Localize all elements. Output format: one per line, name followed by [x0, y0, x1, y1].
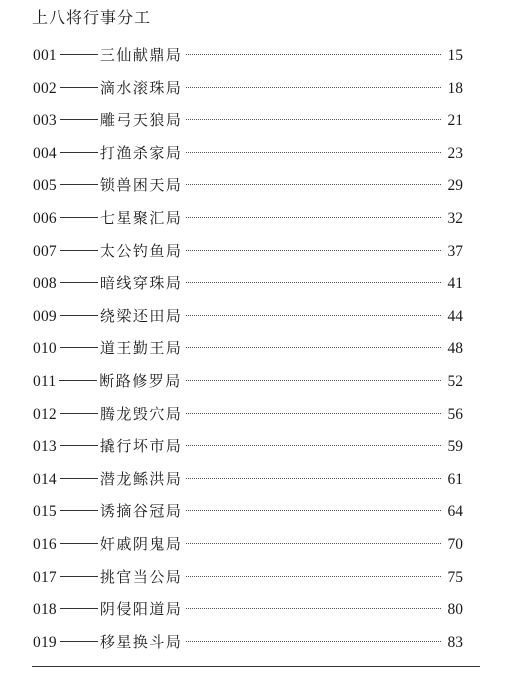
entry-title: 锁兽困天局: [99, 176, 183, 195]
toc-entry[interactable]: [33, 594, 463, 627]
entry-number: 009: [33, 307, 57, 325]
entry-title: 绕梁还田局: [99, 306, 183, 325]
entry-dash: [60, 54, 98, 55]
table-of-contents: [33, 40, 463, 659]
toc-entry[interactable]: [33, 366, 463, 399]
entry-number: 019: [33, 633, 57, 651]
toc-entry[interactable]: [33, 105, 463, 138]
entry-page-number: 37: [447, 242, 463, 260]
entry-number: 001: [33, 47, 57, 64]
toc-entry[interactable]: [33, 203, 463, 236]
entry-dash: [60, 445, 98, 446]
entry-title: 断路修罗局: [99, 371, 182, 390]
entry-page-number: 29: [447, 177, 463, 195]
entry-page-number: 23: [447, 144, 463, 162]
dot-leader: [186, 641, 441, 642]
entry-number: 013: [33, 438, 57, 456]
entry-title: 潜龙鲧洪局: [99, 469, 183, 488]
entry-page-number: 32: [447, 209, 463, 227]
entry-title: 滴水滚珠局: [99, 78, 183, 97]
toc-entry[interactable]: [33, 399, 463, 432]
entry-page-number: 61: [447, 470, 463, 488]
entry-number: 012: [33, 405, 57, 423]
dot-leader: [186, 413, 441, 414]
entry-dash: [60, 152, 98, 153]
entry-page-number: 18: [447, 79, 463, 97]
entry-number: 003: [33, 112, 57, 130]
toc-entry[interactable]: [33, 627, 463, 660]
bottom-rule: [32, 666, 480, 667]
toc-entry[interactable]: [33, 170, 463, 203]
entry-dash: [60, 576, 98, 577]
entry-title: 挑官当公局: [99, 567, 183, 586]
dot-leader: [186, 510, 441, 511]
entry-number: 015: [33, 503, 57, 521]
toc-entry[interactable]: [33, 333, 463, 366]
entry-title: 太公钓鱼局: [99, 241, 183, 260]
dot-leader: [186, 478, 441, 479]
toc-entry[interactable]: [33, 562, 463, 595]
entry-dash: [60, 478, 98, 479]
entry-page-number: 52: [447, 372, 463, 390]
entry-title: 阴侵阳道局: [99, 600, 183, 619]
entry-number: 006: [33, 209, 57, 227]
dot-leader: [186, 250, 441, 251]
entry-dash: [60, 347, 98, 348]
dot-leader: [186, 445, 441, 446]
entry-page-number: 48: [447, 340, 463, 358]
dot-leader: [186, 315, 441, 316]
entry-number: 004: [33, 144, 57, 162]
toc-entry[interactable]: [33, 529, 463, 562]
entry-dash: [60, 184, 98, 185]
toc-entry[interactable]: [33, 496, 463, 529]
entry-dash: [60, 413, 98, 414]
entry-dash: [60, 543, 98, 544]
toc-entry[interactable]: [33, 431, 463, 464]
toc-entry[interactable]: [33, 268, 463, 301]
toc-entry[interactable]: [33, 40, 463, 73]
toc-entry[interactable]: [33, 464, 463, 497]
entry-page-number: 75: [447, 568, 463, 586]
entry-page-number: 15: [447, 47, 463, 64]
dot-leader: [186, 217, 441, 218]
toc-entry[interactable]: [33, 236, 463, 269]
entry-page-number: 64: [447, 503, 463, 521]
entry-page-number: 56: [447, 405, 463, 423]
entry-title: 暗线穿珠局: [99, 274, 183, 293]
dot-leader: [186, 380, 441, 381]
entry-title: 道王勤王局: [99, 339, 183, 358]
toc-entry[interactable]: [33, 301, 463, 334]
entry-title: 撬行坏市局: [99, 437, 183, 456]
entry-dash: [60, 608, 98, 609]
entry-number: 011: [33, 372, 57, 390]
dot-leader: [186, 152, 441, 153]
entry-dash: [60, 510, 98, 511]
dot-leader: [186, 119, 441, 120]
entry-number: 018: [33, 601, 57, 619]
entry-title: 移星换斗局: [99, 632, 183, 651]
entry-title: 三仙献鼎局: [99, 46, 183, 64]
entry-number: 017: [33, 568, 57, 586]
entry-title: 打渔杀家局: [99, 143, 183, 162]
dot-leader: [186, 54, 441, 55]
entry-dash: [60, 315, 98, 316]
entry-title: 雕弓天狼局: [99, 111, 183, 130]
entry-page-number: 59: [447, 438, 463, 456]
entry-title: 诱摘谷冠局: [99, 502, 183, 521]
entry-dash: [60, 250, 98, 251]
entry-page-number: 41: [447, 275, 463, 293]
dot-leader: [186, 576, 441, 577]
entry-dash: [60, 87, 98, 88]
entry-number: 014: [33, 470, 57, 488]
entry-page-number: 83: [447, 633, 463, 651]
entry-dash: [60, 217, 98, 218]
dot-leader: [186, 184, 441, 185]
entry-dash: [60, 282, 98, 283]
entry-number: 005: [33, 177, 57, 195]
dot-leader: [186, 543, 441, 544]
entry-title: 七星聚汇局: [99, 208, 183, 227]
entry-dash: [59, 380, 97, 381]
entry-dash: [60, 119, 98, 120]
entry-number: 002: [33, 79, 57, 97]
dot-leader: [186, 282, 441, 283]
section-title: 上八将行事分工: [32, 8, 152, 27]
entry-number: 016: [33, 535, 57, 553]
entry-title: 腾龙毁穴局: [99, 404, 183, 423]
entry-number: 007: [33, 242, 57, 260]
dot-leader: [186, 87, 441, 88]
entry-page-number: 21: [447, 112, 463, 130]
toc-entry[interactable]: [33, 73, 463, 106]
toc-entry[interactable]: [33, 138, 463, 171]
entry-number: 008: [33, 275, 57, 293]
dot-leader: [186, 608, 441, 609]
entry-title: 奸戚阴鬼局: [99, 534, 183, 553]
entry-page-number: 70: [447, 535, 463, 553]
entry-number: 010: [33, 340, 57, 358]
entry-page-number: 44: [447, 307, 463, 325]
dot-leader: [186, 347, 441, 348]
entry-dash: [60, 641, 98, 642]
entry-page-number: 80: [447, 601, 463, 619]
